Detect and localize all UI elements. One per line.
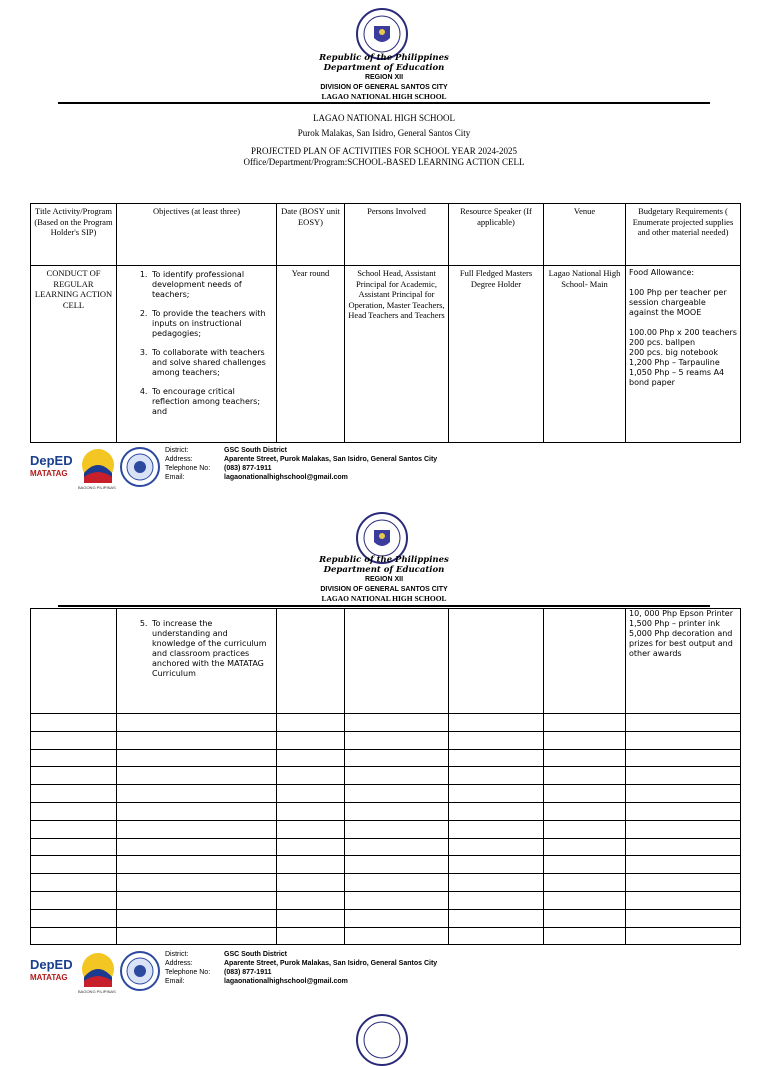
- objectives-list: [120, 619, 273, 679]
- empty-cell: [31, 802, 117, 820]
- empty-cell: [626, 891, 741, 909]
- empty-cell: [626, 874, 741, 892]
- empty-cell: [31, 767, 117, 785]
- empty-table-row: [31, 820, 741, 838]
- empty-cell: [345, 749, 449, 767]
- school-name: LAGAO NATIONAL HIGH SCHOOL: [313, 113, 455, 123]
- empty-table-row: [31, 856, 741, 874]
- deped-seal-icon: [356, 1014, 408, 1066]
- empty-cell: [544, 767, 626, 785]
- activities-table: [30, 203, 741, 443]
- matatag-logo-text: MATATAG: [30, 469, 68, 478]
- empty-cell: [449, 838, 544, 856]
- empty-cell: [449, 856, 544, 874]
- empty-cell: [277, 820, 345, 838]
- header-budget: Budgetary Requirements ( Enumerate projected supplies and other material needed): [626, 204, 741, 266]
- empty-cell: [117, 838, 277, 856]
- empty-cell: [117, 909, 277, 927]
- empty-cell: [544, 856, 626, 874]
- empty-cell: [449, 802, 544, 820]
- empty-cell: [544, 785, 626, 803]
- empty-cell: [117, 785, 277, 803]
- header-objectives: Objectives (at least three): [117, 204, 277, 266]
- address-label: Address:: [165, 960, 193, 967]
- empty-cell: [117, 767, 277, 785]
- letterhead-department: Department of Education: [323, 564, 445, 575]
- empty-cell: [277, 891, 345, 909]
- empty-table-row: [31, 909, 741, 927]
- empty-cell: [345, 909, 449, 927]
- empty-cell: [449, 891, 544, 909]
- empty-table-row: [31, 767, 741, 785]
- empty-cell: [544, 891, 626, 909]
- objective-item: 2. To provide the teachers with inputs on instructional pedagogies;: [150, 309, 273, 339]
- empty-cell: [117, 874, 277, 892]
- header-venue: Venue: [544, 204, 626, 266]
- budget-line: Food Allowance:: [629, 268, 695, 277]
- letterhead-rule: [58, 102, 710, 104]
- empty-cell: [117, 856, 277, 874]
- letterhead-region: REGION XII: [364, 576, 404, 583]
- district-label: District:: [165, 951, 189, 958]
- office-program: Office/Department/Program:SCHOOL-BASED LEARNING ACTION CELL: [243, 157, 525, 167]
- budget-line: 100 Php per teacher per session chargeable against the MOOE: [629, 288, 727, 317]
- budget-line: 10, 000 Php Epson Printer: [629, 609, 734, 618]
- cell-budget: [626, 266, 741, 443]
- phone-value: (083) 877-1911: [224, 465, 272, 472]
- cell-venue: Lagao National High School- Main: [544, 266, 626, 443]
- header-title: Title Activity/Program (Based on the Program Holder's SIP): [31, 204, 117, 266]
- empty-table-row: [31, 891, 741, 909]
- budget-line: 200 pcs. ballpen: [629, 338, 696, 347]
- cell-date: Year round: [277, 266, 345, 443]
- email-value: lagaonationalhighschool@gmail.com: [224, 474, 348, 481]
- empty-cell: [449, 767, 544, 785]
- empty-cell: [626, 820, 741, 838]
- cell-speaker: Full Fledged Masters Degree Holder: [449, 266, 544, 443]
- empty-cell: [626, 927, 741, 945]
- empty-table-row: [31, 927, 741, 945]
- budget-line: 1,200 Php – Tarpauline: [629, 358, 720, 367]
- empty-cell: [31, 874, 117, 892]
- empty-table-row: [31, 785, 741, 803]
- objectives-list: [120, 270, 273, 417]
- empty-cell: [31, 891, 117, 909]
- empty-cell: [449, 927, 544, 945]
- table-header-row: [31, 204, 741, 266]
- budget-line: 100.00 Php x 200 teachers: [629, 328, 737, 337]
- empty-cell: [31, 838, 117, 856]
- school-address: Purok Malakas, San Isidro, General Santos City: [297, 128, 471, 138]
- header-date: Date (BOSY unit EOSY): [277, 204, 345, 266]
- empty-cell: [277, 802, 345, 820]
- email-value: lagaonationalhighschool@gmail.com: [224, 978, 348, 985]
- empty-cell: [345, 785, 449, 803]
- letterhead-division: DIVISION OF GENERAL SANTOS CITY: [320, 83, 448, 91]
- empty-cell: [345, 767, 449, 785]
- address-label: Address:: [165, 456, 193, 463]
- header-speaker: Resource Speaker (If applicable): [449, 204, 544, 266]
- empty-cell: [544, 714, 626, 732]
- letterhead-division: DIVISION OF GENERAL SANTOS CITY: [320, 585, 448, 593]
- empty-cell: [544, 838, 626, 856]
- empty-cell: [277, 909, 345, 927]
- empty-cell: [277, 856, 345, 874]
- empty-cell: [277, 714, 345, 732]
- letterhead-republic: Republic of the Philippines: [319, 555, 449, 565]
- empty-cell: [31, 731, 117, 749]
- deped-logo-text: DepED: [30, 957, 73, 972]
- empty-cell: [544, 874, 626, 892]
- footer: [30, 951, 750, 995]
- empty-cell: [117, 802, 277, 820]
- empty-cell: [544, 802, 626, 820]
- empty-cell: [345, 820, 449, 838]
- page-1: [0, 0, 768, 500]
- letterhead-school: LAGAO NATIONAL HIGH SCHOOL: [321, 92, 447, 101]
- deped-logo: [30, 449, 74, 487]
- empty-cell: [449, 874, 544, 892]
- activities-table-continued: [30, 608, 741, 945]
- empty-table-row: [31, 714, 741, 732]
- cell-objectives: [117, 609, 277, 714]
- objective-item: 1. To identify professional development needs of teachers;: [150, 270, 273, 300]
- empty-cell: [31, 927, 117, 945]
- empty-cell: [544, 909, 626, 927]
- empty-cell: [277, 927, 345, 945]
- empty-cell: [345, 891, 449, 909]
- empty-cell: [626, 749, 741, 767]
- address-value: Aparente Street, Purok Malakas, San Isidro, General Santos City: [224, 960, 438, 967]
- phone-label: Telephone No:: [165, 969, 211, 976]
- phone-label: Telephone No:: [165, 465, 211, 472]
- district-value: GSC South District: [224, 447, 288, 454]
- empty-cell: [345, 927, 449, 945]
- address-value: Aparente Street, Purok Malakas, San Isidro, General Santos City: [224, 456, 438, 463]
- cell-title: CONDUCT OF REGULAR LEARNING ACTION CELL: [31, 266, 117, 443]
- objective-item: 4. To encourage critical reflection among teachers; and: [150, 387, 273, 417]
- budget-line: 1,050 Php – 5 reams A4 bond paper: [629, 368, 725, 387]
- empty-cell: [449, 909, 544, 927]
- empty-cell: [626, 731, 741, 749]
- letterhead: [0, 556, 768, 604]
- empty-cell: [626, 838, 741, 856]
- empty-cell: [544, 927, 626, 945]
- empty-cell: [117, 749, 277, 767]
- empty-cell: [449, 785, 544, 803]
- district-label: District:: [165, 447, 189, 454]
- email-label: Email:: [165, 474, 185, 481]
- cell-budget: [626, 609, 741, 714]
- deped-logo: [30, 953, 74, 991]
- empty-cell: [117, 731, 277, 749]
- empty-cell: [626, 714, 741, 732]
- empty-cell: [626, 909, 741, 927]
- empty-cell: [449, 749, 544, 767]
- plan-title: PROJECTED PLAN OF ACTIVITIES FOR SCHOOL YEAR 2024-2025: [250, 146, 518, 156]
- table-row: [31, 609, 741, 714]
- page-2: [0, 500, 768, 1024]
- empty-rows: [31, 714, 741, 945]
- letterhead-republic: Republic of the Philippines: [319, 53, 449, 63]
- email-label: Email:: [165, 978, 185, 985]
- objective-item: 3. To collaborate with teachers and solve shared challenges among teachers;: [150, 348, 273, 378]
- letterhead-department: Department of Education: [323, 62, 445, 73]
- empty-cell: [544, 820, 626, 838]
- matatag-logo-text: MATATAG: [30, 973, 68, 982]
- empty-cell: [345, 838, 449, 856]
- budget-line: 5,000 Php decoration and prizes for best output and other awards: [629, 629, 733, 658]
- school-seal-icon: [120, 951, 160, 991]
- footer: [30, 447, 750, 491]
- header-persons: Persons Involved: [345, 204, 449, 266]
- empty-cell: [31, 714, 117, 732]
- cell-persons: School Head, Assistant Principal for Academic, Assistant Principal for Operation, Master Teachers, Head Teachers and Teachers: [345, 266, 449, 443]
- district-value: GSC South District: [224, 951, 288, 958]
- empty-cell: [277, 838, 345, 856]
- phone-value: (083) 877-1911: [224, 969, 272, 976]
- empty-cell: [626, 802, 741, 820]
- empty-cell: [277, 749, 345, 767]
- empty-cell: [345, 874, 449, 892]
- empty-cell: [345, 731, 449, 749]
- empty-cell: [345, 714, 449, 732]
- empty-cell: [626, 856, 741, 874]
- empty-cell: [117, 820, 277, 838]
- empty-table-row: [31, 749, 741, 767]
- letterhead-school: LAGAO NATIONAL HIGH SCHOOL: [321, 594, 447, 603]
- empty-cell: [544, 749, 626, 767]
- bagong-pilipinas-caption: BAGONG PILIPINAS: [78, 989, 116, 994]
- objective-item: 5. To increase the understanding and knowledge of the curriculum and classroom practices anchored with the MATATAG Curriculum: [150, 619, 273, 679]
- empty-cell: [345, 856, 449, 874]
- letterhead: [0, 54, 768, 102]
- empty-cell: [277, 731, 345, 749]
- empty-cell: [626, 767, 741, 785]
- budget-line: 200 pcs. big notebook: [629, 348, 718, 357]
- empty-cell: [31, 749, 117, 767]
- budget-line: 1,500 Php – printer ink: [629, 619, 720, 628]
- empty-cell: [31, 785, 117, 803]
- empty-cell: [449, 820, 544, 838]
- bagong-pilipinas-caption: BAGONG PILIPINAS: [78, 485, 116, 490]
- empty-table-row: [31, 838, 741, 856]
- school-seal-icon: [120, 447, 160, 487]
- empty-cell: [449, 731, 544, 749]
- table-row: [31, 266, 741, 443]
- empty-table-row: [31, 802, 741, 820]
- empty-cell: [117, 927, 277, 945]
- empty-table-row: [31, 731, 741, 749]
- empty-cell: [31, 820, 117, 838]
- empty-cell: [117, 714, 277, 732]
- empty-cell: [31, 856, 117, 874]
- empty-table-row: [31, 874, 741, 892]
- empty-cell: [626, 785, 741, 803]
- empty-cell: [449, 714, 544, 732]
- empty-cell: [277, 785, 345, 803]
- empty-cell: [544, 731, 626, 749]
- empty-cell: [277, 874, 345, 892]
- empty-cell: [31, 909, 117, 927]
- letterhead-rule: [58, 605, 710, 607]
- letterhead-region: REGION XII: [364, 74, 404, 81]
- empty-cell: [117, 891, 277, 909]
- cell-objectives: [117, 266, 277, 443]
- empty-cell: [345, 802, 449, 820]
- empty-cell: [277, 767, 345, 785]
- deped-logo-text: DepED: [30, 453, 73, 468]
